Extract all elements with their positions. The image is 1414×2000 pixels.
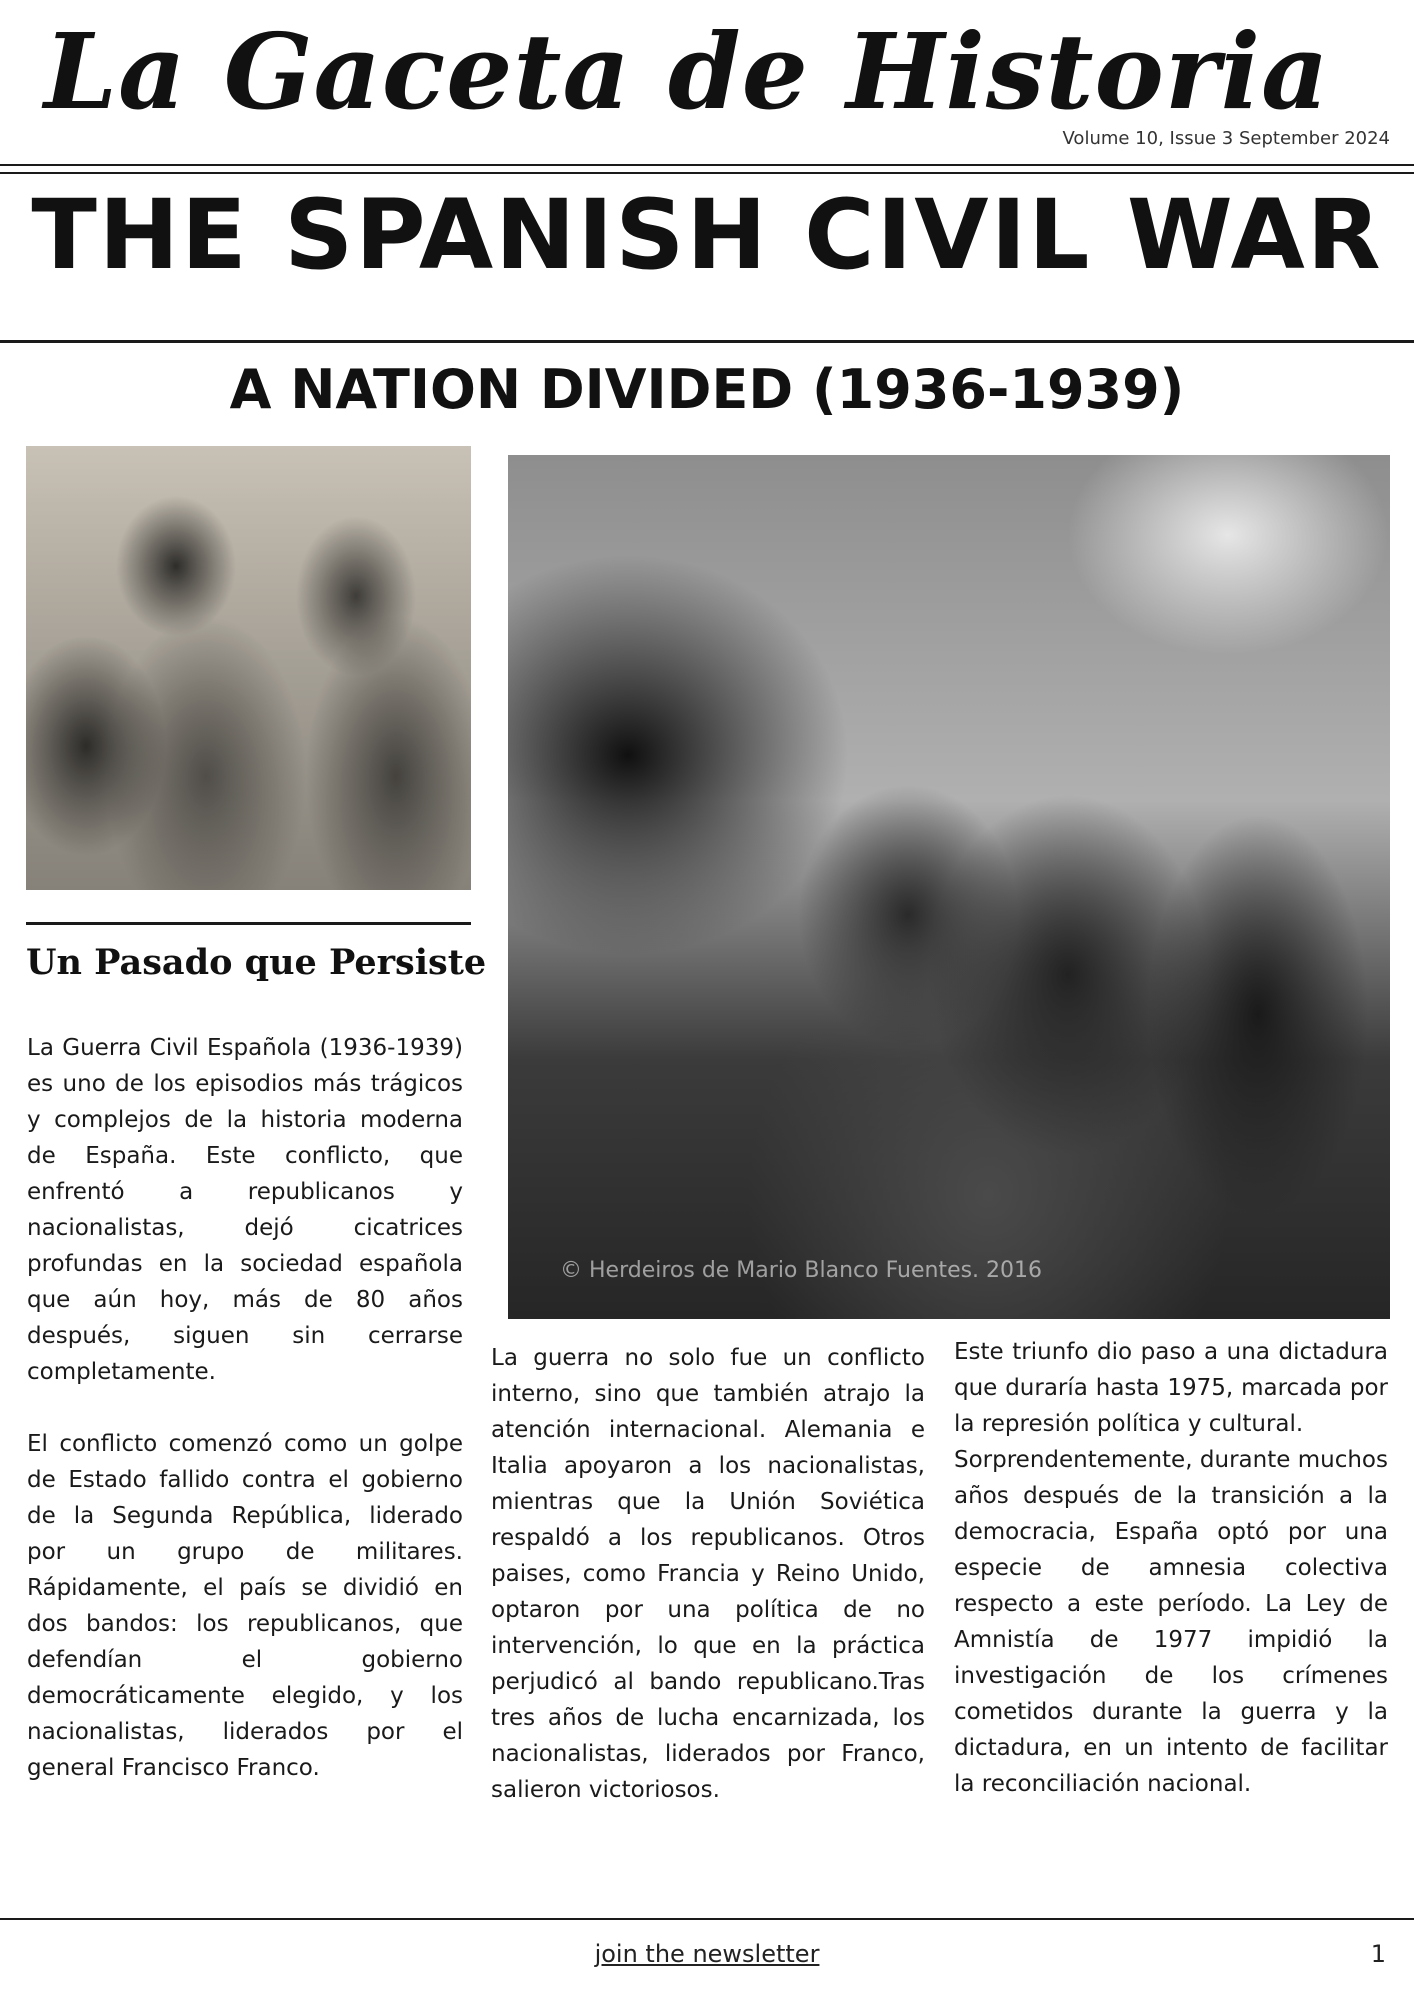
photo-watermark: © Herdeiros de Mario Blanco Fuentes. 2016 — [560, 1258, 1043, 1283]
article-paragraph: La guerra no solo fue un conflicto interno, sino que también atrajo la atención internacional. Alemania e Italia apoyaron a los nacionalistas, mientras que la Unión Soviética respaldó a los republicanos. Otros paises, como Francia y Reino Unido, optaron por una política de no intervención, lo que en la práctica perjudicó al bando republicano.Tras tres años de lucha encarnizada, los nacionalistas, liderados por Franco, salieron victoriosos. — [491, 1345, 925, 1803]
article-paragraph: Sorprendentemente, durante muchos años después de la transición a la democracia, España optó por una especie de amnesia colectiva respecto a este período. La Ley de Amnistía de 1977 impidió la investigación de los crímenes cometidos durante la guerra y la dictadura, en un intento de facilitar la reconciliación nacional. — [954, 1447, 1388, 1797]
masthead-title: La Gaceta de Historia — [44, 10, 1330, 133]
top-rule-1 — [0, 164, 1414, 166]
page-number: 1 — [1370, 1940, 1386, 1968]
historic-photo-group — [508, 455, 1390, 1319]
headline: THE SPANISH CIVIL WAR — [31, 179, 1383, 291]
newsletter-link[interactable]: join the newsletter — [594, 1940, 820, 1968]
issue-info: Volume 10, Issue 3 September 2024 — [1062, 128, 1390, 149]
article-column-3 — [954, 1334, 1388, 1802]
article-column-1 — [27, 1030, 463, 1786]
article-column-2 — [491, 1340, 925, 1808]
article-paragraph: El conflicto comenzó como un golpe de Estado fallido contra el gobierno de la Segunda República, liderado por un grupo de militares. Rápidamente, el país se dividió en dos bandos: los republicanos, que defendían el gobierno democráticamente elegido, y los nacionalistas, liderados por el general Francisco Franco. — [27, 1431, 463, 1781]
section-title: Un Pasado que Persiste — [26, 942, 487, 983]
article-paragraph: Este triunfo dio paso a una dictadura que duraría hasta 1975, marcada por la represión política y cultural. — [954, 1339, 1388, 1437]
section-rule — [26, 922, 471, 925]
article-paragraph: La Guerra Civil Española (1936-1939) es uno de los episodios más trágicos y complejos de la historia moderna de España. Este conflicto, que enfrentó a republicanos y nacionalistas, dejó cicatrices profundas en la sociedad española que aún hoy, más de 80 años después, siguen sin cerrarse completamente. — [27, 1035, 463, 1385]
top-rule-2 — [0, 172, 1414, 174]
footer-rule — [0, 1918, 1414, 1920]
headline-rule — [0, 340, 1414, 343]
subheadline: A NATION DIVIDED (1936-1939) — [229, 358, 1185, 421]
historic-photo-officers — [26, 446, 471, 890]
